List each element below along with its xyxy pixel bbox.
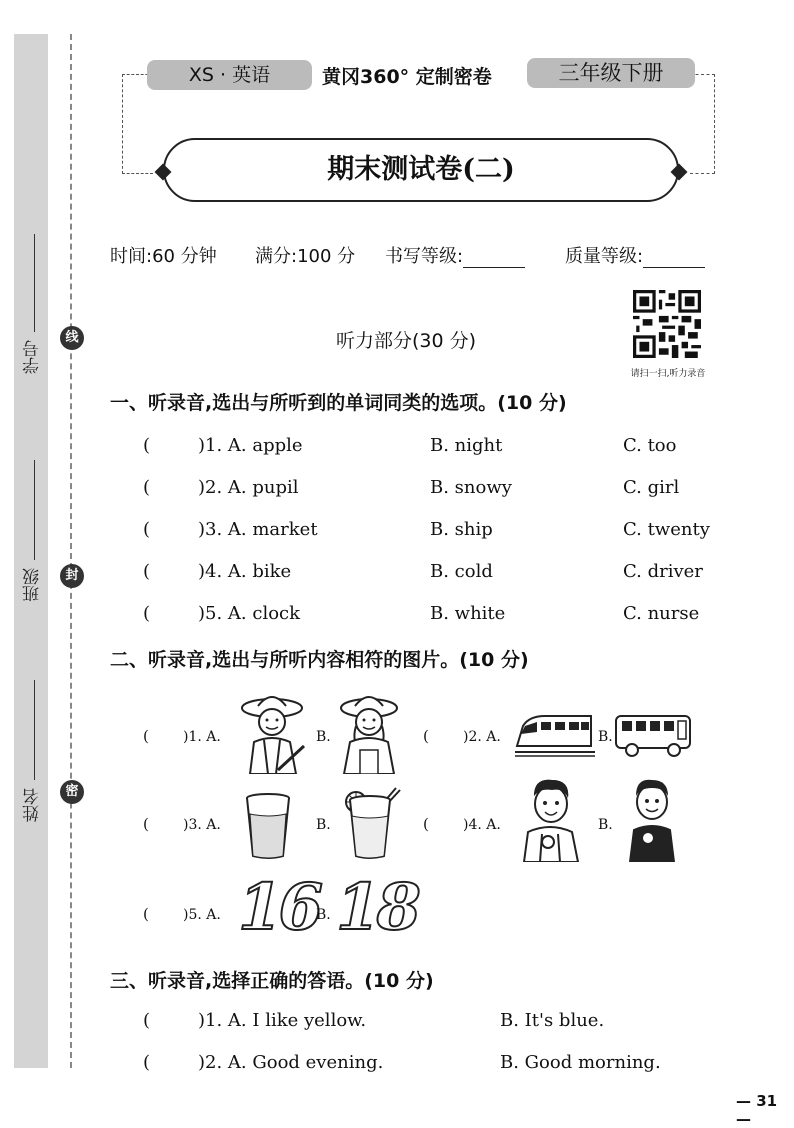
- s1-q5-a: )5. A. clock: [198, 603, 301, 624]
- quality-grade-blank[interactable]: [643, 249, 705, 268]
- number-18: 18: [336, 870, 418, 945]
- s2-q2-b-label: B.: [598, 729, 613, 745]
- answer-paren-2-4: (: [423, 815, 429, 833]
- quality-grade: [565, 242, 705, 268]
- s1-q3-b: B. ship: [430, 519, 493, 540]
- s3-q2-a: )2. A. Good evening.: [198, 1052, 384, 1073]
- class-line: [34, 460, 35, 560]
- writing-grade: [385, 242, 525, 268]
- glass-of-milk-icon: [244, 792, 292, 860]
- subject-pill: XS · 英语: [147, 60, 312, 90]
- boy-icon: [518, 776, 582, 862]
- left-margin-strip: [14, 34, 48, 1068]
- s2-q5-b-label: B.: [316, 907, 331, 923]
- bus-icon: [614, 712, 692, 758]
- s1-q4-a: )4. A. bike: [198, 561, 292, 582]
- s2-q5-label: )5. A.: [183, 907, 221, 923]
- series-name: 黄冈360° 定制密卷: [322, 66, 492, 88]
- qr-code-icon[interactable]: [633, 290, 701, 358]
- s1-q2-b: B. snowy: [430, 477, 512, 498]
- section-1-heading: 一、听录音,选出与所听到的单词同类的选项。(10 分): [110, 392, 567, 414]
- s1-q5-b: B. white: [430, 603, 506, 624]
- grade-pill: 三年级下册: [527, 58, 695, 88]
- score-info: 满分:100 分: [255, 246, 356, 267]
- header-bracket-right: [690, 74, 715, 174]
- answer-paren-3-2: (: [143, 1052, 151, 1073]
- seal-circle-secret: 密: [60, 780, 84, 804]
- seal-circle-line: 线: [60, 326, 84, 350]
- page-title: 期末测试卷(二): [327, 154, 515, 185]
- s2-q4-label: )4. A.: [463, 817, 501, 833]
- farmer-man-icon: [238, 690, 308, 774]
- listening-title: 听力部分(30 分): [336, 330, 477, 352]
- s1-q2-a: )2. A. pupil: [198, 477, 299, 498]
- s1-q4-c: C. driver: [623, 561, 703, 582]
- s1-q4-b: B. cold: [430, 561, 493, 582]
- train-icon: [515, 712, 595, 758]
- s1-q1-b: B. night: [430, 435, 503, 456]
- answer-paren-1-5: (: [143, 603, 151, 624]
- s2-q1-label: )1. A.: [183, 729, 221, 745]
- class-label: 班级: [23, 568, 43, 602]
- qr-caption: 请扫一扫,听力录音: [630, 369, 706, 379]
- answer-paren-2-5: (: [143, 905, 149, 923]
- quality-grade-label: 质量等级:: [565, 246, 644, 267]
- answer-paren-1-1: (: [143, 435, 151, 456]
- answer-paren-3-1: (: [143, 1010, 151, 1031]
- writing-grade-blank[interactable]: [463, 249, 525, 268]
- s1-q2-c: C. girl: [623, 477, 680, 498]
- answer-paren-1-2: (: [143, 477, 151, 498]
- s2-q4-b-label: B.: [598, 817, 613, 833]
- answer-paren-1-4: (: [143, 561, 151, 582]
- answer-paren-2-2: (: [423, 727, 429, 745]
- s1-q1-c: C. too: [623, 435, 677, 456]
- s2-q1-b-label: B.: [316, 729, 331, 745]
- boy-dark-shirt-icon: [626, 776, 678, 862]
- name-label: 姓名: [23, 788, 43, 822]
- s2-q3-b-label: B.: [316, 817, 331, 833]
- number-16: 16: [238, 870, 320, 945]
- cut-line: [70, 34, 72, 1068]
- s3-q2-b: B. Good morning.: [500, 1052, 661, 1073]
- section-3-heading: 三、听录音,选择正确的答语。(10 分): [110, 970, 434, 992]
- writing-grade-label: 书写等级:: [385, 246, 464, 267]
- s2-q2-label: )2. A.: [463, 729, 501, 745]
- page-number: — 31 —: [736, 1092, 778, 1128]
- section-2-heading: 二、听录音,选出与所听内容相符的图片。(10 分): [110, 649, 529, 671]
- s3-q1-b: B. It's blue.: [500, 1010, 605, 1031]
- student-no-line: [34, 234, 35, 332]
- s3-q1-a: )1. A. I like yellow.: [198, 1010, 367, 1031]
- s2-q3-label: )3. A.: [183, 817, 221, 833]
- time-info: 时间:60 分钟: [110, 246, 217, 267]
- s1-q3-c: C. twenty: [623, 519, 710, 540]
- answer-paren-1-3: (: [143, 519, 151, 540]
- glass-of-juice-icon: [340, 786, 402, 860]
- s1-q5-c: C. nurse: [623, 603, 700, 624]
- seal-circle-seal: 封: [60, 564, 84, 588]
- header-bracket-left: [122, 74, 153, 174]
- student-no-label: 学号: [23, 340, 43, 374]
- answer-paren-2-1: (: [143, 727, 149, 745]
- answer-paren-2-3: (: [143, 815, 149, 833]
- s1-q1-a: )1. A. apple: [198, 435, 303, 456]
- s1-q3-a: )3. A. market: [198, 519, 318, 540]
- name-line: [34, 680, 35, 780]
- farmer-woman-icon: [336, 690, 402, 774]
